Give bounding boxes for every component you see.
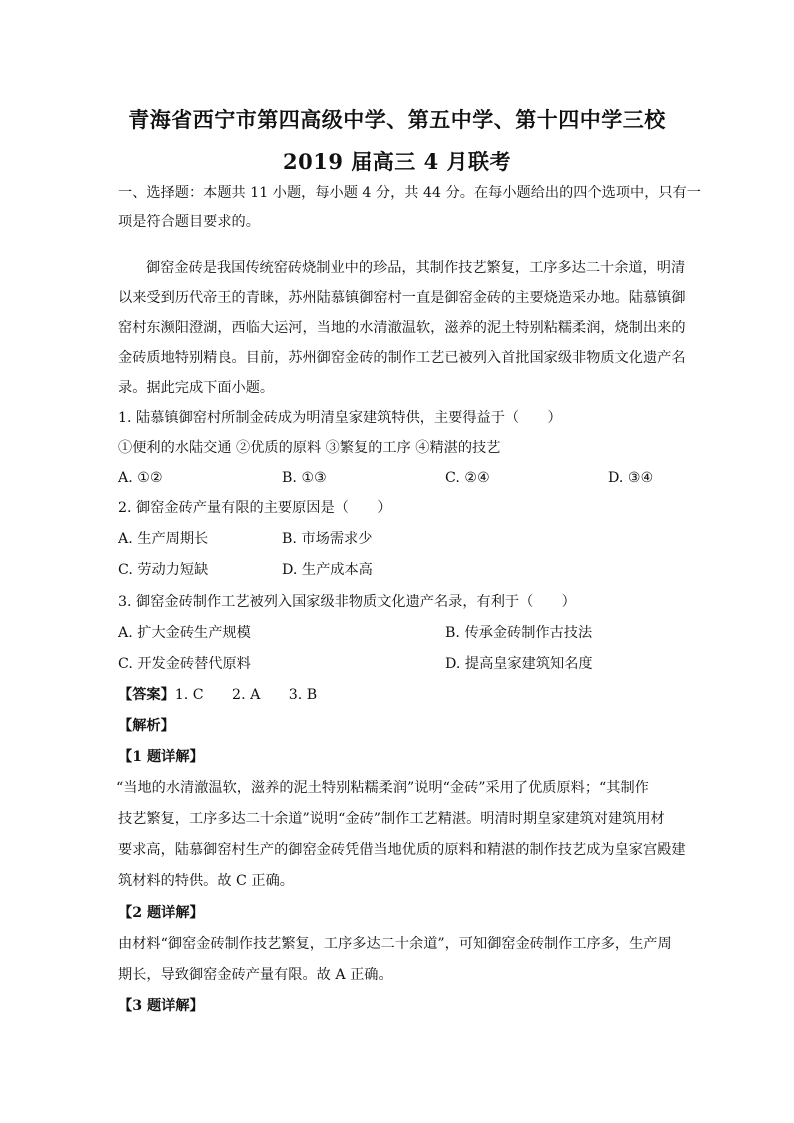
section-instruction-1: 一、选择题：本题共 11 小题，每小题 4 分，共 44 分。在每小题给出的四个选项中，只有一	[118, 185, 701, 201]
detail-1-line: 筑材料的特供。故 C 正确。	[118, 873, 294, 889]
passage-line: 窑村东濒阳澄湖，西临大运河，当地的水清澈温软，滋养的泥土特别粘糯柔润，烧制出来的	[118, 320, 686, 336]
section-instruction-2: 项是符合题目要求的。	[118, 214, 260, 230]
passage-line: 以来受到历代帝王的青睐，苏州陆慕镇御窑村一直是御窑金砖的主要烧造采办地。陆慕镇御	[118, 290, 686, 306]
detail-2-line: 期长，导致御窑金砖产量有限。故 A 正确。	[118, 967, 393, 983]
detail-1-line: 技艺繁复，工序多达二十余道”说明“金砖”制作工艺精湛。明清时期皇家建筑对建筑用材	[118, 811, 665, 827]
question-3-option-b: B. 传承金砖制作古技法	[445, 625, 593, 641]
question-1-option-d: D. ③④	[608, 470, 654, 486]
passage-line: 御窑金砖是我国传统窑砖烧制业中的珍品，其制作技艺繁复，工序多达二十余道，明清	[146, 260, 686, 276]
answer-text: 1. C 2. A 3. B	[174, 687, 318, 703]
detail-2-label: 【2 题详解】	[118, 905, 204, 921]
question-2-stem: 2. 御窑金砖产量有限的主要原因是（ ）	[118, 500, 392, 516]
title-line-2: 2019 届高三 4 月联考	[283, 149, 511, 174]
question-1-option-c: C. ②④	[445, 470, 490, 486]
detail-1-line: 要求高，陆慕御窑村生产的御窑金砖凭借当地优质的原料和精湛的制作技艺成为皇家宫殿建	[118, 842, 686, 858]
detail-3-label: 【3 题详解】	[118, 998, 204, 1014]
question-3-option-c: C. 开发金砖替代原料	[118, 656, 251, 672]
passage-line: 金砖质地特别精良。目前，苏州御窑金砖的制作工艺已被列入首批国家级非物质文化遗产名	[118, 350, 686, 366]
detail-1-line: “当地的水清澈温软，滋养的泥土特别粘糯柔润”说明“金砖”采用了优质原料；“其制作	[116, 780, 649, 796]
question-2-option-a: A. 生产周期长	[118, 531, 209, 547]
question-1-choices: ①便利的水陆交通 ②优质的原料 ③繁复的工序 ④精湛的技艺	[118, 440, 501, 456]
question-1-stem: 1. 陆慕镇御窑村所制金砖成为明清皇家建筑特供，主要得益于（ ）	[118, 410, 562, 426]
analysis-label: 【解析】	[118, 718, 175, 734]
answer-label: 【答案】	[118, 687, 175, 703]
question-2-option-d: D. 生产成本高	[282, 562, 373, 578]
question-3-option-d: D. 提高皇家建筑知名度	[445, 656, 593, 672]
title-line-1: 青海省西宁市第四高级中学、第五中学、第十四中学三校	[128, 107, 666, 132]
question-2-option-c: C. 劳动力短缺	[118, 562, 209, 578]
question-3-stem: 3. 御窑金砖制作工艺被列入国家级非物质文化遗产名录，有利于（ ）	[118, 594, 576, 610]
question-1-option-a: A. ①②	[118, 470, 163, 486]
question-1-option-b: B. ①③	[282, 470, 327, 486]
answer-line	[118, 685, 688, 705]
detail-2-line: 由材料“御窑金砖制作技艺繁复，工序多达二十余道”，可知御窑金砖制作工序多，生产周	[118, 936, 672, 952]
question-3-option-a: A. 扩大金砖生产规模	[118, 625, 251, 641]
detail-1-label: 【1 题详解】	[118, 749, 204, 765]
passage-line: 录。据此完成下面小题。	[118, 380, 275, 396]
question-2-option-b: B. 市场需求少	[282, 531, 373, 547]
